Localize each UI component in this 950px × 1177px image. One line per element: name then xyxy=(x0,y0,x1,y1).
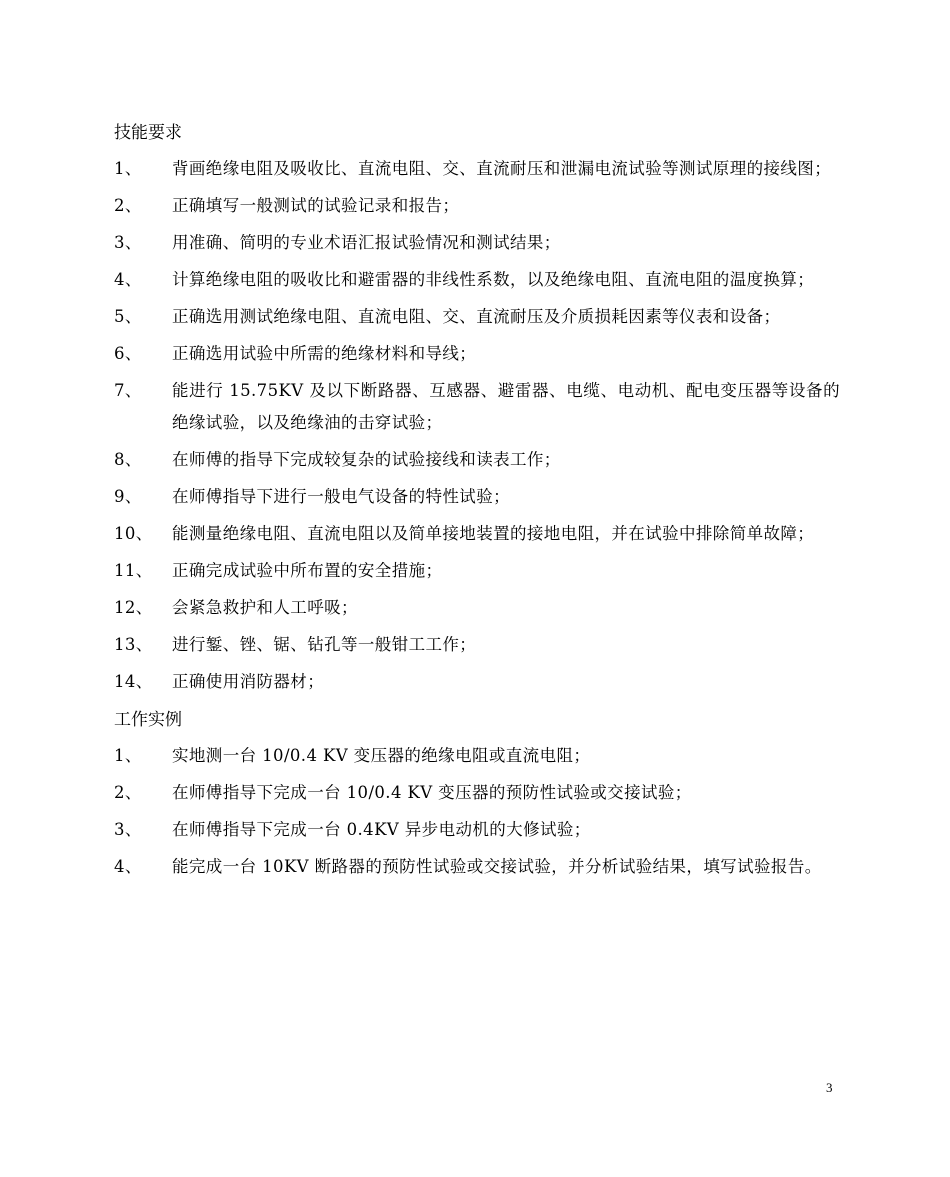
item-number: 2、 xyxy=(114,783,142,802)
item-text: 能测量绝缘电阻、直流电阻以及简单接地装置的接地电阻，并在试验中排除简单故障； xyxy=(172,524,815,543)
item-number: 5、 xyxy=(114,307,142,326)
list-item xyxy=(114,777,840,809)
item-number: 2、 xyxy=(114,196,142,215)
item-text: 正确选用试验中所需的绝缘材料和导线； xyxy=(172,344,477,363)
list-item xyxy=(114,814,840,846)
list-item xyxy=(114,851,840,883)
item-text: 进行錾、锉、锯、钻孔等一般钳工工作； xyxy=(172,635,477,654)
list-item xyxy=(114,444,840,476)
list-item xyxy=(114,666,840,698)
item-number: 4、 xyxy=(114,857,142,876)
item-text: 在师傅指导下完成一台 10/0.4 KV 变压器的预防性试验或交接试验； xyxy=(172,783,692,802)
list-item xyxy=(114,264,840,296)
list-item xyxy=(114,740,840,772)
item-number: 4、 xyxy=(114,270,142,289)
item-text: 在师傅的指导下完成较复杂的试验接线和读表工作； xyxy=(172,450,561,469)
item-number: 14、 xyxy=(114,672,153,691)
item-text: 正确完成试验中所布置的安全措施； xyxy=(172,561,443,580)
work-examples-list xyxy=(114,740,840,883)
item-number: 11、 xyxy=(114,561,153,580)
item-number: 8、 xyxy=(114,450,142,469)
section-heading-skill-requirements: 技能要求 xyxy=(114,123,182,143)
list-item xyxy=(114,518,840,550)
item-number: 6、 xyxy=(114,344,142,363)
item-text: 计算绝缘电阻的吸收比和避雷器的非线性系数，以及绝缘电阻、直流电阻的温度换算； xyxy=(172,270,815,289)
item-text: 在师傅指导下进行一般电气设备的特性试验； xyxy=(172,487,510,506)
list-item xyxy=(114,592,840,624)
item-text: 实地测一台 10/0.4 KV 变压器的绝缘电阻或直流电阻； xyxy=(172,746,591,765)
list-item xyxy=(114,481,840,513)
list-item xyxy=(114,555,840,587)
item-number: 1、 xyxy=(114,159,142,178)
item-number: 10、 xyxy=(114,524,153,543)
item-number: 12、 xyxy=(114,598,153,617)
list-item xyxy=(114,227,840,259)
list-item xyxy=(114,190,840,222)
item-text: 正确使用消防器材； xyxy=(172,672,325,691)
skill-requirements-list xyxy=(114,153,840,698)
item-text: 能完成一台 10KV 断路器的预防性试验或交接试验，并分析试验结果，填写试验报告。 xyxy=(172,857,822,876)
item-text: 会紧急救护和人工呼吸； xyxy=(172,598,358,617)
item-text: 能进行 15.75KV 及以下断路器、互感器、避雷器、电缆、电动机、配电变压器等设备的绝缘试验，以及绝缘油的击穿试验； xyxy=(172,381,840,432)
item-number: 7、 xyxy=(114,381,142,400)
list-item xyxy=(114,375,840,439)
item-number: 3、 xyxy=(114,233,142,252)
item-number: 9、 xyxy=(114,487,142,506)
list-item xyxy=(114,629,840,661)
document-body xyxy=(114,116,840,888)
list-item xyxy=(114,301,840,333)
item-text: 背画绝缘电阻及吸收比、直流电阻、交、直流耐压和泄漏电流试验等测试原理的接线图； xyxy=(172,159,832,178)
item-text: 用准确、简明的专业术语汇报试验情况和测试结果； xyxy=(172,233,561,252)
item-number: 13、 xyxy=(114,635,153,654)
list-item xyxy=(114,153,840,185)
item-text: 在师傅指导下完成一台 0.4KV 异步电动机的大修试验； xyxy=(172,820,591,839)
item-number: 1、 xyxy=(114,746,142,765)
list-item xyxy=(114,338,840,370)
item-text: 正确选用测试绝缘电阻、直流电阻、交、直流耐压及介质损耗因素等仪表和设备； xyxy=(172,307,781,326)
section-heading-work-examples: 工作实例 xyxy=(114,710,182,730)
item-number: 3、 xyxy=(114,820,142,839)
item-text: 正确填写一般测试的试验记录和报告； xyxy=(172,196,460,215)
page-number: 3 xyxy=(826,1080,833,1095)
